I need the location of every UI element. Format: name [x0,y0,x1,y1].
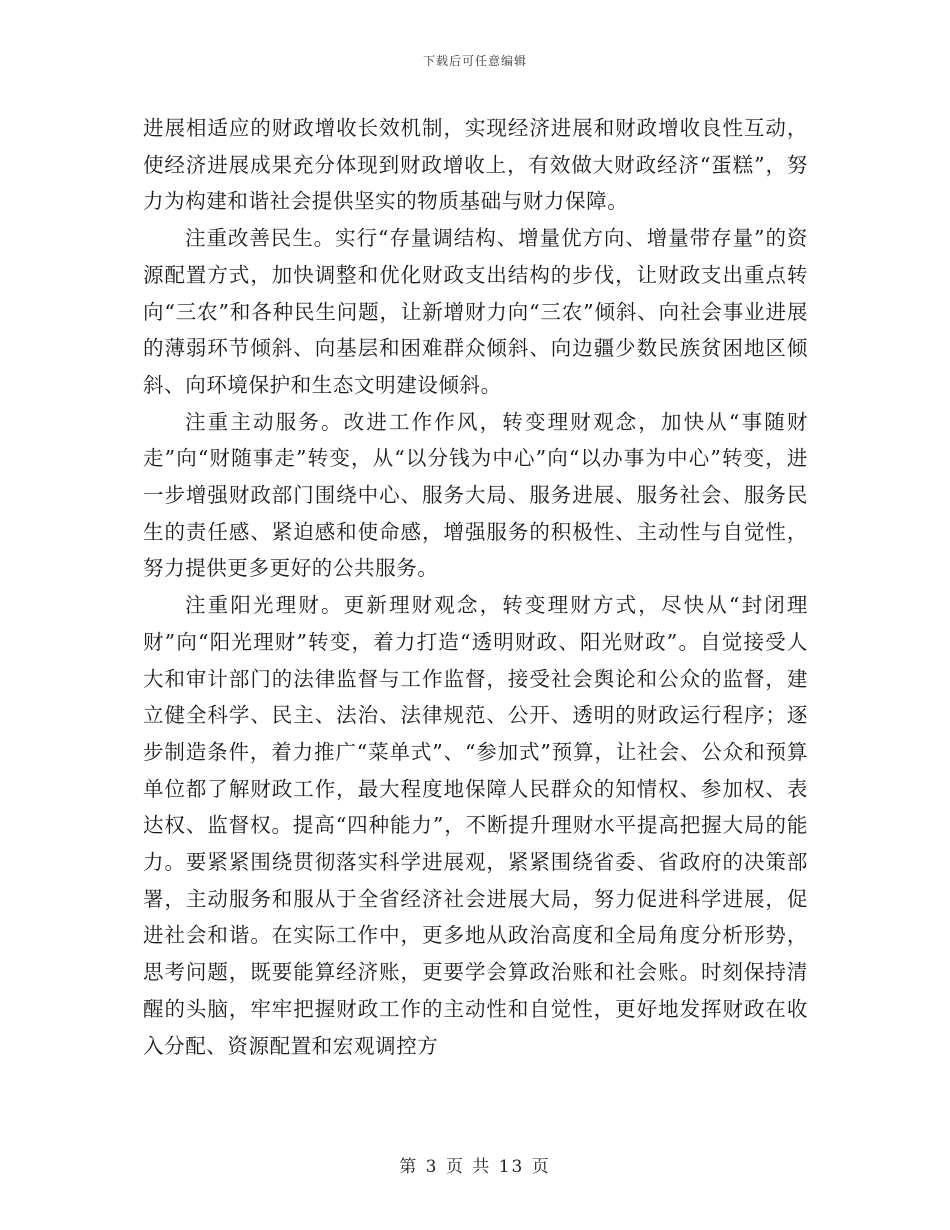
paragraph-2: 注重改善民生。实行“存量调结构、增量优方向、增量带存量”的资源配置方式，加快调整和优化财政支出结构的步伐，让财政支出重点转向“三农”和各种民生问题，让新增财力向“三农”倾斜、向社会事业进展的薄弱环节倾斜、向基层和困难群众倾斜、向边疆少数民族贫困地区倾斜、向环境保护和生态文明建设倾斜。 [143,226,808,397]
paragraph-3: 注重主动服务。改进工作作风，转变理财观念，加快从“事随财走”向“财随事走”转变，从“以分钱为中心”向“以办事为中心”转变，进一步增强财政部门围绕中心、服务大局、服务进展、服务社会、服务民生的责任感、紧迫感和使命感，增强服务的积极性、主动性与自觉性，努力提供更多更好的公共服务。 [143,409,808,581]
document-body [143,110,808,1064]
page-header: 下载后可任意编辑 [422,54,527,68]
paragraph-1: 进展相适应的财政增收长效机制，实现经济进展和财政增收良性互动，使经济进展成果充分体现到财政增收上，有效做大财政经济“蛋糕”，努力为构建和谐社会提供坚实的物质基础与财力保障。 [143,116,808,214]
paragraph-4: 注重阳光理财。更新理财观念，转变理财方式，尽快从“封闭理财”向“阳光理财”转变，着力打造“透明财政、阳光财政”。自觉接受人大和审计部门的法律监督与工作监督，接受社会舆论和公众的监督，建立健全科学、民主、法治、法律规范、公开、透明的财政运行程序；逐步制造条件，着力推广“菜单式”、“参加式”预算，让社会、公众和预算单位都了解财政工作，最大程度地保障人民群众的知情权、参加权、表达权、监督权。提高“四种能力”，不断提升理财水平提高把握大局的能力。要紧紧围绕贯彻落实科学进展观，紧紧围绕省委、省政府的决策部署，主动服务和服从于全省经济社会进展大局，努力促进科学进展，促进社会和谐。在实际工作中，更多地从政治高度和全局角度分析形势，思考问题，既要能算经济账，更要学会算政治账和社会账。时刻保持清醒的头脑，牢牢把握财政工作的主动性和自觉性，更好地发挥财政在收入分配、资源配置和宏观调控方 [143,593,808,1058]
page-footer: 第 3 页 共 13 页 [399,1157,551,1177]
